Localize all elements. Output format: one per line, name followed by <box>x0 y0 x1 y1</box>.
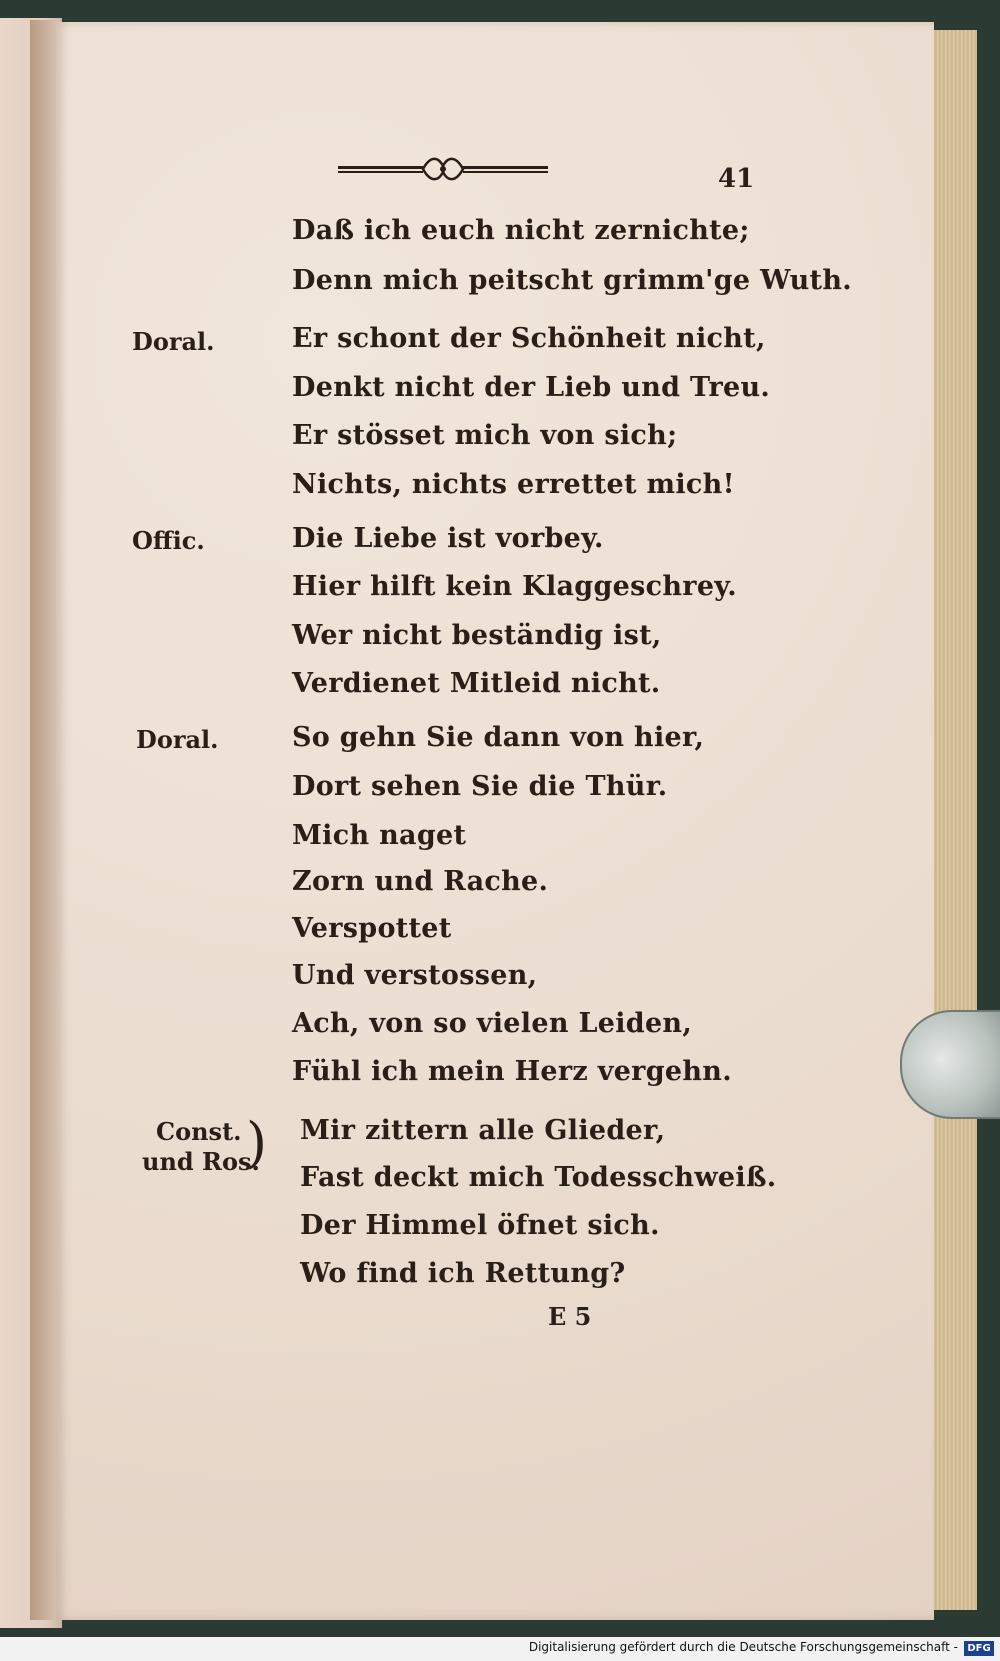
signature-mark: E 5 <box>548 1302 592 1331</box>
speaker-label: Doral. <box>136 725 219 754</box>
verse-line: Daß ich euch nicht zernichte; <box>292 215 750 246</box>
speaker-label: Const. <box>156 1117 242 1146</box>
page-number: 41 <box>718 164 755 194</box>
verse-line: Zorn und Rache. <box>292 866 549 897</box>
verse-line: So gehn Sie dann von hier, <box>292 722 705 753</box>
verse-line: Der Himmel öfnet sich. <box>300 1210 660 1241</box>
ornament-rule <box>338 154 548 184</box>
speaker-label: Offic. <box>132 526 205 555</box>
verse-line: Wo find ich Rettung? <box>300 1258 626 1289</box>
speaker-bracket: ) <box>246 1111 268 1174</box>
verse-line: Und verstossen, <box>292 960 538 991</box>
verse-line: Nichts, nichts errettet mich! <box>292 469 735 500</box>
verse-line: Er stösset mich von sich; <box>292 420 678 451</box>
verse-line: Die Liebe ist vorbey. <box>292 523 604 554</box>
verse-line: Mich naget <box>292 820 467 851</box>
verse-line: Verdienet Mitleid nicht. <box>292 668 661 699</box>
speaker-label: Doral. <box>132 327 215 356</box>
verse-line: Wer nicht beständig ist, <box>292 620 662 651</box>
speaker-label: und Ros. <box>142 1147 260 1176</box>
funding-notice: Digitalisierung gefördert durch die Deutsche Forschungsgemeinschaft - <box>528 1640 958 1654</box>
verse-line: Ach, von so vielen Leiden, <box>292 1008 693 1039</box>
verse-line: Fühl ich mein Herz vergehn. <box>292 1056 732 1087</box>
footer-bar <box>0 1637 1000 1661</box>
verse-line: Denkt nicht der Lieb und Treu. <box>292 372 771 403</box>
dfg-logo: DFG <box>964 1641 994 1656</box>
verse-line: Mir zittern alle Glieder, <box>300 1115 666 1146</box>
verse-line: Verspottet <box>292 913 452 944</box>
verse-line: Fast deckt mich Todesschweiß. <box>300 1162 777 1193</box>
verse-line: Er schont der Schönheit nicht, <box>292 323 766 354</box>
verse-line: Hier hilft kein Klaggeschrey. <box>292 571 737 602</box>
verse-line: Dort sehen Sie die Thür. <box>292 771 668 802</box>
page-tab-marker <box>900 1010 1000 1119</box>
book-page <box>56 22 934 1620</box>
verse-line: Denn mich peitscht grimm'ge Wuth. <box>292 265 852 296</box>
